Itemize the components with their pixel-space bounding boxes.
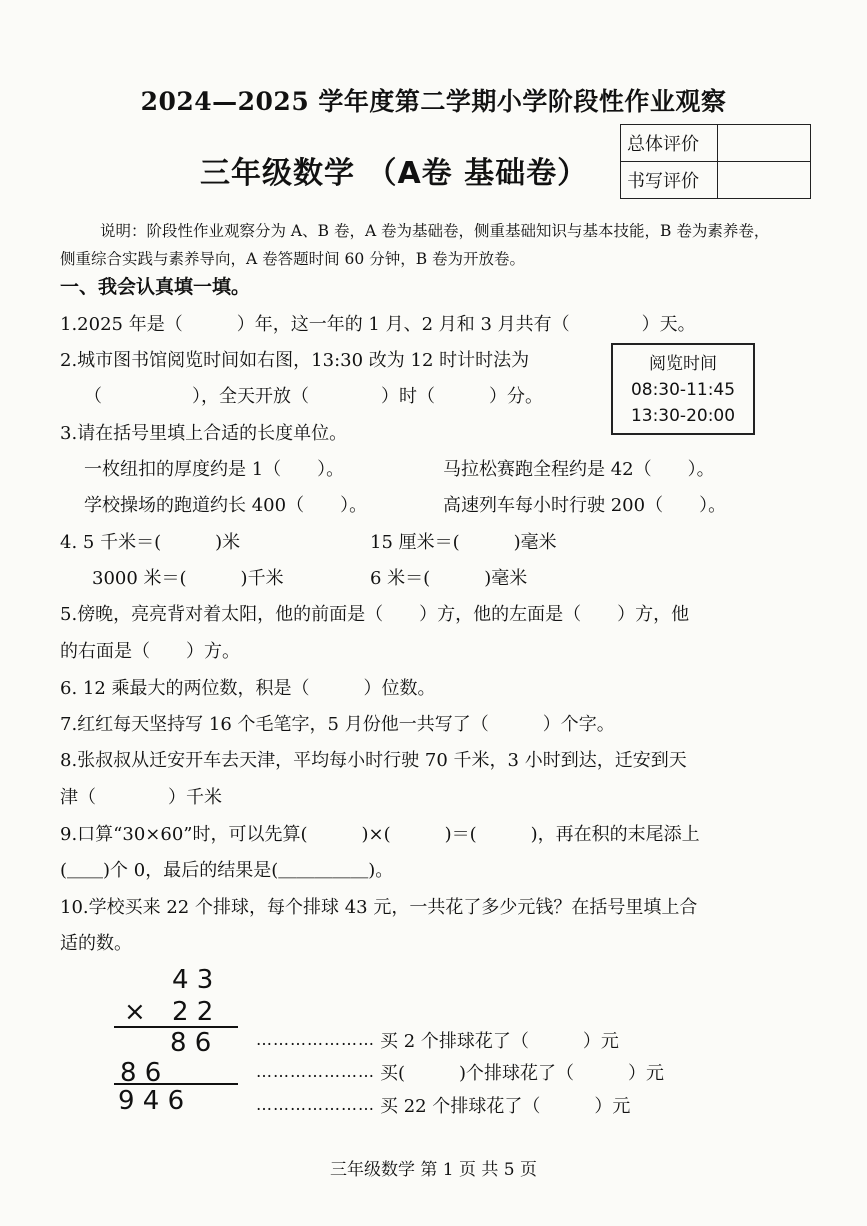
question-1: 1.2025 年是（ ）年，这一年的 1 月、2 月和 3 月共有（ ）天。 — [60, 314, 696, 335]
question-9-line2: (＿＿)个 0，最后的结果是(＿＿＿＿＿)。 — [60, 860, 394, 881]
calc-dots-2: ………………… — [256, 1062, 375, 1081]
page-title: 2024—2025 学年度第二学期小学阶段性作业观察 — [140, 87, 727, 116]
library-hours-morning: 08:30-11:45 — [630, 380, 736, 400]
eval-overall-cell — [718, 125, 811, 162]
page-subtitle: 三年级数学 （A卷 基础卷） — [200, 156, 589, 191]
calc-line-2 — [114, 1083, 238, 1085]
eval-writing-label: 书写评价 — [621, 162, 718, 199]
question-3c: 学校操场的跑道约长 400（ ）。 — [84, 495, 368, 516]
library-hours-title: 阅览时间 — [649, 354, 717, 374]
question-3b: 马拉松赛跑全程约是 42（ ）。 — [443, 459, 715, 480]
calc-explain-3: 买 22 个排球花了（ ）元 — [380, 1096, 631, 1117]
question-10-line1: 10.学校买来 22 个排球，每个排球 43 元，一共花了多少元钱？在括号里填上合 — [60, 897, 698, 918]
calc-partial-1: 8 6 — [170, 1028, 212, 1058]
calc-explain-2: 买( )个排球花了（ ）元 — [380, 1063, 665, 1084]
question-4a: 4. 5 千米＝( )米 — [60, 532, 241, 553]
page-footer: 三年级数学 第 1 页 共 5 页 — [329, 1160, 538, 1180]
instructions-note: 说明：阶段性作业观察分为 A、B 卷，A 卷为基础卷，侧重基础知识与基本技能，B 卷为素养卷，侧重综合实践与素养导向，A 卷答题时间 60 分钟，B 卷为开放卷。 — [60, 222, 770, 268]
calc-multiplicand: 4 3 — [172, 965, 214, 995]
calc-multiplier: 2 2 — [172, 997, 214, 1027]
eval-overall-label: 总体评价 — [621, 125, 718, 162]
question-4c: 3000 米＝( )千米 — [92, 568, 284, 589]
question-10-line2: 适的数。 — [60, 933, 132, 954]
question-5-line1: 5.傍晚，亮亮背对着太阳，他的前面是（ ）方，他的左面是（ ）方，他 — [60, 604, 690, 625]
eval-writing-cell — [718, 162, 811, 199]
library-hours-box — [611, 343, 755, 435]
question-7: 7.红红每天坚持写 16 个毛笔字，5 月份他一共写了（ ）个字。 — [60, 714, 615, 735]
question-3a: 一枚纽扣的厚度约是 1（ ）。 — [84, 459, 345, 480]
calc-partial-2: 8 6 — [120, 1058, 162, 1088]
calc-multiply-sign: × — [124, 997, 146, 1027]
calc-dots-3: ………………… — [256, 1095, 375, 1114]
question-4b: 15 厘米＝( )毫米 — [370, 532, 557, 553]
question-5-line2: 的右面是（ ）方。 — [60, 641, 240, 662]
calc-product: 9 4 6 — [118, 1086, 185, 1116]
question-6: 6. 12 乘最大的两位数，积是（ ）位数。 — [60, 678, 436, 699]
library-hours-afternoon: 13:30-20:00 — [630, 406, 736, 426]
question-3d: 高速列车每小时行驶 200（ ）。 — [443, 495, 727, 516]
calc-dots-1: ………………… — [256, 1030, 375, 1049]
question-9-line1: 9.口算“30×60”时，可以先算( )×( )＝( )，再在积的末尾添上 — [60, 824, 700, 845]
question-3: 3.请在括号里填上合适的长度单位。 — [60, 423, 348, 444]
question-8-line2: 津（ ）千米 — [60, 787, 222, 808]
question-2-line1: 2.城市图书馆阅览时间如右图，13:30 改为 12 时计时法为 — [60, 350, 530, 371]
evaluation-table — [620, 124, 811, 199]
question-4d: 6 米＝( )毫米 — [370, 568, 528, 589]
section-heading: 一、我会认真填一填。 — [60, 276, 251, 298]
question-2-line2: （ ），全天开放（ ）时（ ）分。 — [84, 386, 543, 407]
question-8-line1: 8.张叔叔从迁安开车去天津，平均每小时行驶 70 千米，3 小时到达，迁安到天 — [60, 750, 687, 771]
calc-explain-1: 买 2 个排球花了（ ）元 — [380, 1031, 619, 1052]
